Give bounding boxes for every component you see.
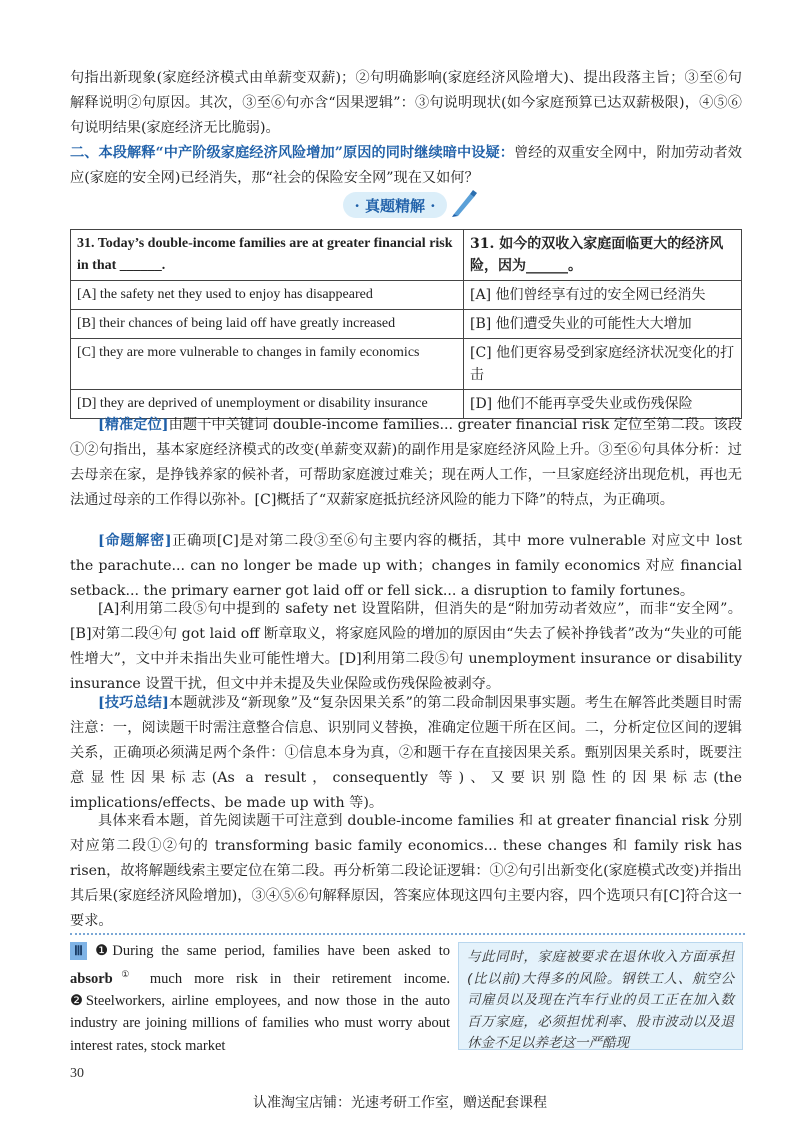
summary-paragraph bbox=[70, 691, 742, 816]
option-a-cn: [A] 他们曾经享有过的安全网已经消失 bbox=[464, 281, 742, 310]
locate-tag: [精准定位] bbox=[98, 417, 169, 433]
option-c-cn: [C] 他们更容易受到家庭经济状况变化的打击 bbox=[464, 339, 742, 390]
sentence-1-pre: During the same period, families have been asked to bbox=[112, 943, 450, 959]
pen-icon bbox=[450, 188, 478, 218]
option-d-cn: [D] 他们不能再享受失业或伤残保险 bbox=[464, 390, 742, 419]
point-two-heading: 二、本段解释“中产阶级家庭经济风险增加”原因的同时继续暗中设疑： bbox=[70, 145, 515, 161]
vocab-footnote-mark: ① bbox=[112, 968, 138, 979]
option-row bbox=[71, 339, 742, 390]
decode-text: 正确项[C]是对第二段③至⑥句主要内容的概括，其中 more vulnerable 对应文中 lost the parachute... can no longer be made up with；changes in family economics 对应 financial setback... the primary earner got laid off or fell sick... a disruption to family fortunes。 bbox=[70, 533, 742, 599]
decode-tag: [命题解密] bbox=[98, 533, 172, 549]
paragraph-marker: Ⅲ bbox=[70, 942, 87, 960]
option-d-en: [D] they are deprived of unemployment or disability insurance bbox=[71, 390, 464, 419]
specific-paragraph: 具体来看本题，首先阅读题干可注意到 double-income families 和 at greater financial risk 分别对应第二段①②句的 transforming basic family economics... these changes 和 family risk has risen，故将解题线索主要定位在第二段。再分析第二段论证逻辑：①②句引出新变化(家庭模式改变)并指出其后果(家庭经济风险增加)，③④⑤⑥句解释原因，答案应体现这四句主要内容，四个选项只有[C]符合这一要求。 bbox=[70, 813, 742, 929]
decode-paragraph bbox=[70, 529, 742, 604]
question-stem-en: 31. Today’s double-income families are at greater financial risk in that ______. bbox=[71, 230, 464, 281]
point-two-paragraph bbox=[70, 141, 742, 191]
option-b-en: [B] their chances of being laid off have greatly increased bbox=[71, 310, 464, 339]
vocab-word: absorb bbox=[70, 970, 113, 987]
passage-section-3 bbox=[70, 940, 450, 1057]
option-c-en: [C] they are more vulnerable to changes in family economics bbox=[71, 339, 464, 390]
locate-paragraph bbox=[70, 413, 742, 513]
section-divider bbox=[70, 933, 745, 935]
sentence-1-post: much more risk in their retirement income. bbox=[137, 970, 450, 987]
locate-text: 由题干中关键词 double-income families... greater financial risk 定位至第二段。该段①②句指出，基本家庭经济模式的改变(单薪变双薪)的副作用是家庭经济风险上升。③至⑥句具体分析：过去母亲在家，是挣钱养家的候补者，可帮助家庭渡过难关；现在两人工作，一旦家庭经济出现危机，再也无法通过母亲的工作得以弥补。[C]概括了“双薪家庭抵抗经济风险的能力下降”的特点，为正确项。 bbox=[70, 417, 742, 508]
option-a-en: [A] the safety net they used to enjoy has disappeared bbox=[71, 281, 464, 310]
summary-text: 本题就涉及“新现象”及“复杂因果关系”的第二段命制因果事实题。考生在解答此类题目时需注意：一，阅读题干时需注意整合信息、识别同义替换，准确定位题干所在区间。二，分析定位区间的逻辑关系，正确项必须满足两个条件：①信息本身为真，②和题干存在直接因果关系。甄别因果关系时，既要注意显性因果标志(As a result，consequently 等)、又要识别隐性的因果标志(the implications/effects、be made up with 等)。 bbox=[70, 695, 742, 811]
option-row bbox=[71, 281, 742, 310]
sentence-2-number: ❷ bbox=[70, 992, 86, 1009]
option-row bbox=[71, 310, 742, 339]
question-stem-row bbox=[71, 230, 742, 281]
sentence-1-number: ❶ bbox=[90, 943, 113, 959]
summary-tag: [技巧总结] bbox=[98, 695, 169, 711]
option-b-cn: [B] 他们遭受失业的可能性大大增加 bbox=[464, 310, 742, 339]
question-table bbox=[70, 229, 742, 419]
page-number: 30 bbox=[70, 1066, 84, 1081]
footer-note: 认准淘宝店铺：光速考研工作室，赠送配套课程 bbox=[253, 1095, 547, 1111]
sentence-2-text: Steelworkers, airline employees, and now those in the auto industry are joining millions of families who must worry about interest rates, stock market bbox=[70, 992, 451, 1054]
translation-box: 与此同时，家庭被要求在退休收入方面承担(比以前)大得多的风险。钢铁工人、航空公司雇员以及现在汽车行业的员工正在加入数百万家庭，必须担忧利率、股市波动以及退休金不足以养老这一严酷现 bbox=[458, 942, 743, 1050]
question-stem-cn: 31. 如今的双收入家庭面临更大的经济风险，因为______。 bbox=[464, 230, 742, 281]
section-banner: · 真题精解 · bbox=[343, 192, 447, 218]
point-two-text: 曾经的双重安全网中，附加劳动者效应(家庭的安全网)已经消失，那“社会的保险安全网”现在又如何？ bbox=[70, 145, 742, 186]
distractor-paragraph: [A]利用第二段⑤句中提到的 safety net 设置陷阱，但消失的是“附加劳动者效应”，而非“安全网”。[B]对第二段④句 got laid off 断章取义，将家庭风险的增加的原因由“失去了候补挣钱者”改为“失业的可能性增大”，文中并未指出失业可能性增大。[D]利用第二段⑤句 unemployment insurance or disability insurance 设置干扰，但文中并未提及失业保险或伤残保险被剥夺。 bbox=[70, 601, 742, 692]
top-paragraph: 句指出新现象(家庭经济模式由单薪变双薪)；②句明确影响(家庭经济风险增大)、提出段落主旨；③至⑥句解释说明②句原因。其次，③至⑥句亦含“因果逻辑”：③句说明现状(如今家庭预算已达双薪极限)，④⑤⑥句说明结果(家庭经济无比脆弱)。 bbox=[70, 70, 742, 136]
